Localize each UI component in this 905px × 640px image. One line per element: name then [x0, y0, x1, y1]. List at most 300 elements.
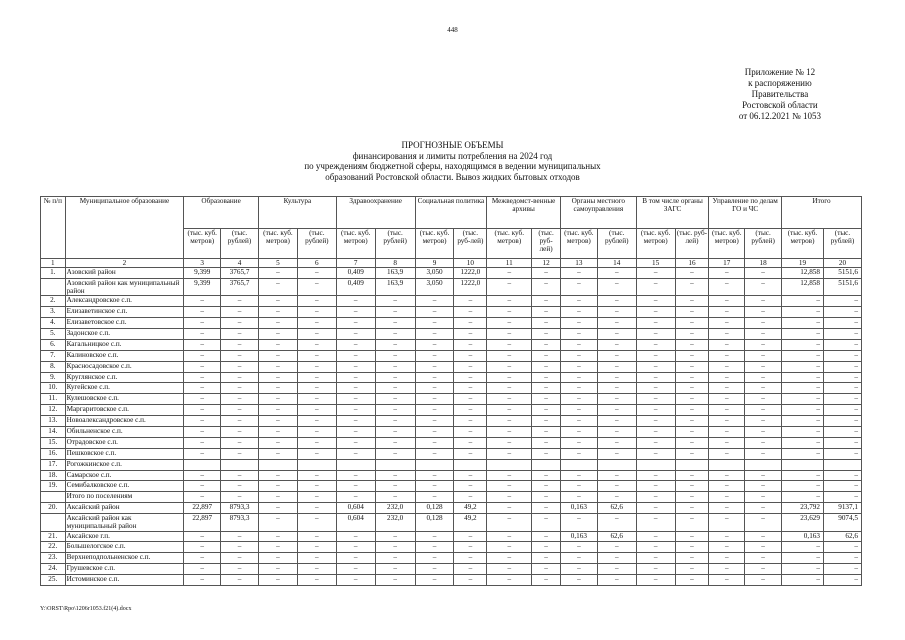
unit-header: (тыс. куб. метров) — [336, 229, 375, 259]
municipality-name: Красносадовское с.п. — [65, 361, 184, 372]
value-cell: – — [745, 405, 782, 416]
value-cell: – — [487, 350, 532, 361]
value-cell: – — [487, 318, 532, 329]
value-cell: – — [532, 394, 561, 405]
column-number: 8 — [375, 259, 415, 268]
municipality-name: Елизаветовское с.п. — [65, 318, 184, 329]
value-cell: – — [675, 514, 709, 531]
value-cell: – — [597, 394, 636, 405]
value-cell: – — [258, 383, 297, 394]
value-cell: – — [636, 307, 675, 318]
table-row — [41, 575, 862, 586]
value-cell: – — [221, 531, 259, 542]
value-cell: – — [184, 531, 221, 542]
value-cell: – — [745, 481, 782, 492]
value-cell: – — [745, 531, 782, 542]
value-cell: 0,128 — [415, 503, 454, 514]
value-cell: – — [675, 339, 709, 350]
value-cell: 62,6 — [597, 503, 636, 514]
unit-header: (тыс. рублей) — [221, 229, 259, 259]
value-cell: – — [532, 481, 561, 492]
table-row — [41, 481, 862, 492]
value-cell: – — [745, 328, 782, 339]
value-cell: – — [221, 307, 259, 318]
row-number: 22. — [41, 542, 66, 553]
value-cell: – — [297, 296, 336, 307]
table-row — [41, 405, 862, 416]
value-cell: – — [297, 278, 336, 295]
value-cell: – — [297, 268, 336, 279]
header-row — [41, 197, 862, 229]
value-cell: – — [782, 448, 824, 459]
value-cell: – — [636, 470, 675, 481]
value-cell: – — [636, 405, 675, 416]
value-cell: – — [487, 405, 532, 416]
value-cell: – — [454, 575, 487, 586]
column-number: 2 — [65, 259, 184, 268]
table-row — [41, 531, 862, 542]
value-cell: – — [297, 328, 336, 339]
municipality-name: Калиновское с.п. — [65, 350, 184, 361]
value-cell — [258, 459, 297, 470]
value-cell — [532, 459, 561, 470]
municipality-name: Отрадовское с.п. — [65, 437, 184, 448]
value-cell: – — [532, 470, 561, 481]
value-cell: – — [597, 481, 636, 492]
table-row — [41, 492, 862, 503]
value-cell: – — [415, 481, 454, 492]
value-cell — [675, 459, 709, 470]
value-cell: – — [675, 481, 709, 492]
value-cell: – — [782, 553, 824, 564]
column-number: 12 — [532, 259, 561, 268]
value-cell: – — [560, 405, 597, 416]
value-cell: – — [221, 426, 259, 437]
table-row — [41, 553, 862, 564]
value-cell: – — [745, 350, 782, 361]
value-cell: – — [560, 564, 597, 575]
value-cell: – — [336, 328, 375, 339]
value-cell: – — [560, 416, 597, 427]
value-cell: – — [823, 492, 861, 503]
municipality-name: Истоминское с.п. — [65, 575, 184, 586]
value-cell: 62,6 — [597, 531, 636, 542]
value-cell: – — [487, 296, 532, 307]
value-cell: – — [415, 542, 454, 553]
value-cell: – — [675, 564, 709, 575]
value-cell: – — [532, 448, 561, 459]
value-cell: – — [597, 575, 636, 586]
value-cell: – — [823, 394, 861, 405]
header-group: Межведомст-венные архивы — [487, 197, 561, 229]
value-cell: – — [415, 339, 454, 350]
value-cell: – — [336, 575, 375, 586]
value-cell: – — [336, 448, 375, 459]
column-number: 1 — [41, 259, 66, 268]
appendix-line: к распоряжению — [748, 78, 812, 88]
value-cell: – — [675, 350, 709, 361]
value-cell: – — [258, 503, 297, 514]
value-cell: – — [745, 553, 782, 564]
value-cell: – — [675, 426, 709, 437]
value-cell: – — [454, 339, 487, 350]
value-cell: – — [336, 564, 375, 575]
value-cell: – — [454, 481, 487, 492]
value-cell: – — [709, 383, 745, 394]
value-cell: – — [709, 416, 745, 427]
value-cell: – — [221, 318, 259, 329]
value-cell: – — [745, 492, 782, 503]
row-number: 1. — [41, 268, 66, 279]
municipality-name: Аксайский район как муниципальный район — [65, 514, 184, 531]
value-cell — [487, 459, 532, 470]
value-cell: 8793,3 — [221, 503, 259, 514]
value-cell: – — [560, 361, 597, 372]
value-cell: – — [454, 296, 487, 307]
value-cell: – — [184, 394, 221, 405]
value-cell: – — [745, 514, 782, 531]
municipality-name: Азовский район — [65, 268, 184, 279]
value-cell — [745, 459, 782, 470]
value-cell — [597, 459, 636, 470]
value-cell: – — [454, 361, 487, 372]
value-cell: – — [184, 350, 221, 361]
value-cell: – — [375, 531, 415, 542]
value-cell: – — [823, 564, 861, 575]
table-row — [41, 503, 862, 514]
value-cell: – — [415, 426, 454, 437]
value-cell: – — [454, 405, 487, 416]
row-number: 18. — [41, 470, 66, 481]
value-cell: – — [184, 481, 221, 492]
value-cell: – — [297, 531, 336, 542]
value-cell: – — [415, 416, 454, 427]
value-cell: – — [297, 405, 336, 416]
value-cell: – — [597, 492, 636, 503]
value-cell: – — [782, 328, 824, 339]
value-cell: – — [415, 470, 454, 481]
value-cell: – — [487, 361, 532, 372]
municipality-name: Задонское с.п. — [65, 328, 184, 339]
value-cell: – — [636, 318, 675, 329]
row-number: 20. — [41, 503, 66, 514]
value-cell: – — [597, 296, 636, 307]
value-cell: – — [675, 531, 709, 542]
value-cell: – — [454, 372, 487, 383]
value-cell: – — [297, 564, 336, 575]
value-cell: – — [675, 383, 709, 394]
value-cell: 9,399 — [184, 268, 221, 279]
value-cell: – — [823, 416, 861, 427]
value-cell: 49,2 — [454, 503, 487, 514]
value-cell: – — [782, 542, 824, 553]
value-cell: – — [184, 416, 221, 427]
value-cell: – — [560, 350, 597, 361]
value-cell: – — [454, 318, 487, 329]
title-line: образований Ростовской области. Вывоз жидких бытовых отходов — [325, 171, 580, 182]
value-cell: – — [415, 405, 454, 416]
value-cell: – — [532, 564, 561, 575]
value-cell: – — [487, 542, 532, 553]
value-cell: – — [532, 575, 561, 586]
value-cell — [636, 459, 675, 470]
value-cell: – — [782, 405, 824, 416]
value-cell — [709, 459, 745, 470]
value-cell: – — [454, 416, 487, 427]
row-number — [41, 492, 66, 503]
value-cell: – — [258, 492, 297, 503]
value-cell — [375, 459, 415, 470]
value-cell: 49,2 — [454, 514, 487, 531]
value-cell: – — [597, 448, 636, 459]
value-cell: – — [709, 268, 745, 279]
value-cell: – — [745, 448, 782, 459]
value-cell: – — [221, 361, 259, 372]
value-cell: 232,0 — [375, 503, 415, 514]
value-cell: – — [297, 307, 336, 318]
value-cell: – — [258, 405, 297, 416]
value-cell: – — [709, 470, 745, 481]
value-cell: – — [487, 278, 532, 295]
value-cell: 163,9 — [375, 278, 415, 295]
value-cell: – — [597, 278, 636, 295]
value-cell: – — [782, 470, 824, 481]
value-cell: – — [258, 307, 297, 318]
value-cell — [454, 459, 487, 470]
value-cell: – — [297, 481, 336, 492]
value-cell: – — [375, 553, 415, 564]
value-cell: – — [597, 328, 636, 339]
value-cell: – — [184, 426, 221, 437]
value-cell: – — [782, 296, 824, 307]
unit-header: (тыс. руб-лей) — [454, 229, 487, 259]
municipality-name: Верхнеподпольненское с.п. — [65, 553, 184, 564]
value-cell — [297, 459, 336, 470]
column-number: 14 — [597, 259, 636, 268]
value-cell: – — [221, 383, 259, 394]
value-cell: – — [258, 339, 297, 350]
value-cell: – — [487, 268, 532, 279]
value-cell: – — [745, 470, 782, 481]
value-cell: – — [675, 553, 709, 564]
value-cell: – — [532, 405, 561, 416]
value-cell: – — [415, 394, 454, 405]
value-cell: 3765,7 — [221, 278, 259, 295]
row-number: 7. — [41, 350, 66, 361]
value-cell: – — [709, 514, 745, 531]
value-cell: – — [221, 394, 259, 405]
value-cell: – — [823, 307, 861, 318]
value-cell: 22,897 — [184, 503, 221, 514]
municipality-name: Александровское с.п. — [65, 296, 184, 307]
value-cell: – — [560, 470, 597, 481]
value-cell: – — [184, 437, 221, 448]
header-group: Здравоохранение — [336, 197, 415, 229]
value-cell: – — [454, 531, 487, 542]
value-cell: – — [560, 328, 597, 339]
value-cell: 9137,1 — [823, 503, 861, 514]
table-row — [41, 459, 862, 470]
value-cell: – — [297, 437, 336, 448]
value-cell: – — [297, 383, 336, 394]
value-cell: – — [221, 481, 259, 492]
value-cell: – — [375, 426, 415, 437]
value-cell: – — [336, 553, 375, 564]
value-cell: – — [297, 575, 336, 586]
row-number: 21. — [41, 531, 66, 542]
column-number: 11 — [487, 259, 532, 268]
row-number: 5. — [41, 328, 66, 339]
value-cell: – — [597, 268, 636, 279]
value-cell — [184, 459, 221, 470]
value-cell: – — [454, 328, 487, 339]
municipality-name: Маргаритовское с.п. — [65, 405, 184, 416]
value-cell — [221, 459, 259, 470]
value-cell: – — [532, 318, 561, 329]
value-cell: – — [823, 361, 861, 372]
value-cell: – — [454, 492, 487, 503]
value-cell: – — [375, 296, 415, 307]
value-cell: – — [184, 383, 221, 394]
municipality-name: Рогожкинское с.п. — [65, 459, 184, 470]
value-cell: 0,409 — [336, 278, 375, 295]
value-cell: – — [184, 318, 221, 329]
value-cell: – — [745, 372, 782, 383]
row-number: 13. — [41, 416, 66, 427]
value-cell: – — [560, 514, 597, 531]
header-group: В том числе органы ЗАГС — [636, 197, 709, 229]
column-number: 15 — [636, 259, 675, 268]
value-cell: – — [375, 307, 415, 318]
value-cell: – — [675, 470, 709, 481]
value-cell: – — [336, 350, 375, 361]
value-cell: – — [782, 372, 824, 383]
value-cell: – — [454, 470, 487, 481]
value-cell: – — [221, 416, 259, 427]
value-cell: – — [560, 553, 597, 564]
table-header — [41, 197, 862, 268]
value-cell: – — [709, 542, 745, 553]
value-cell: – — [560, 307, 597, 318]
value-cell: – — [636, 394, 675, 405]
value-cell: – — [336, 492, 375, 503]
value-cell: – — [597, 437, 636, 448]
header-group: Социальная политика — [415, 197, 487, 229]
value-cell: – — [675, 405, 709, 416]
value-cell: – — [297, 426, 336, 437]
value-cell: – — [532, 361, 561, 372]
value-cell: – — [375, 394, 415, 405]
unit-header: (тыс. рублей) — [597, 229, 636, 259]
value-cell: 12,858 — [782, 278, 824, 295]
value-cell: – — [560, 394, 597, 405]
value-cell: – — [597, 372, 636, 383]
value-cell: – — [532, 383, 561, 394]
value-cell: – — [258, 448, 297, 459]
municipality-name: Круглянское с.п. — [65, 372, 184, 383]
value-cell: – — [258, 564, 297, 575]
value-cell: – — [454, 448, 487, 459]
table-row — [41, 448, 862, 459]
header-num: № п/п — [41, 197, 66, 259]
unit-header: (тыс. рублей) — [375, 229, 415, 259]
value-cell: – — [258, 278, 297, 295]
value-cell: – — [636, 437, 675, 448]
row-number: 25. — [41, 575, 66, 586]
value-cell: – — [709, 575, 745, 586]
value-cell: – — [184, 405, 221, 416]
value-cell — [823, 459, 861, 470]
header-group: Итого — [782, 197, 862, 229]
table-row — [41, 383, 862, 394]
row-number: 3. — [41, 307, 66, 318]
unit-header: (тыс. куб. метров) — [487, 229, 532, 259]
value-cell: – — [709, 361, 745, 372]
value-cell: – — [709, 278, 745, 295]
appendix-line: от 06.12.2021 № 1053 — [738, 111, 821, 121]
value-cell: – — [560, 481, 597, 492]
value-cell: – — [782, 416, 824, 427]
value-cell: – — [415, 437, 454, 448]
value-cell: – — [709, 307, 745, 318]
row-number — [41, 278, 66, 295]
row-number: 2. — [41, 296, 66, 307]
value-cell: – — [415, 564, 454, 575]
value-cell: – — [709, 372, 745, 383]
value-cell: 62,6 — [823, 531, 861, 542]
value-cell: – — [745, 307, 782, 318]
column-number: 9 — [415, 259, 454, 268]
value-cell: – — [297, 470, 336, 481]
value-cell: – — [415, 448, 454, 459]
table-row — [41, 514, 862, 531]
municipality-name: Кагальницкое с.п. — [65, 339, 184, 350]
value-cell: – — [532, 339, 561, 350]
unit-header: (тыс. куб. метров) — [258, 229, 297, 259]
value-cell: – — [487, 492, 532, 503]
value-cell: – — [375, 481, 415, 492]
value-cell: 163,9 — [375, 268, 415, 279]
value-cell: – — [487, 437, 532, 448]
document-title — [0, 140, 905, 182]
municipality-name: Самарское с.п. — [65, 470, 184, 481]
value-cell: – — [221, 470, 259, 481]
value-cell: – — [297, 339, 336, 350]
value-cell: – — [636, 350, 675, 361]
table-row — [41, 350, 862, 361]
value-cell: – — [375, 405, 415, 416]
value-cell: – — [415, 372, 454, 383]
value-cell: – — [258, 531, 297, 542]
value-cell: – — [675, 492, 709, 503]
header-municipality: Муниципальное образование — [65, 197, 184, 259]
value-cell — [560, 459, 597, 470]
value-cell: – — [560, 296, 597, 307]
value-cell: – — [454, 394, 487, 405]
value-cell: – — [336, 416, 375, 427]
value-cell: – — [597, 361, 636, 372]
data-table — [40, 196, 862, 586]
value-cell: – — [745, 416, 782, 427]
value-cell: – — [782, 307, 824, 318]
value-cell: – — [532, 296, 561, 307]
value-cell: – — [221, 492, 259, 503]
value-cell: – — [454, 437, 487, 448]
value-cell: – — [709, 503, 745, 514]
value-cell: – — [532, 372, 561, 383]
value-cell: – — [297, 553, 336, 564]
municipality-name: Итого по поселениям — [65, 492, 184, 503]
